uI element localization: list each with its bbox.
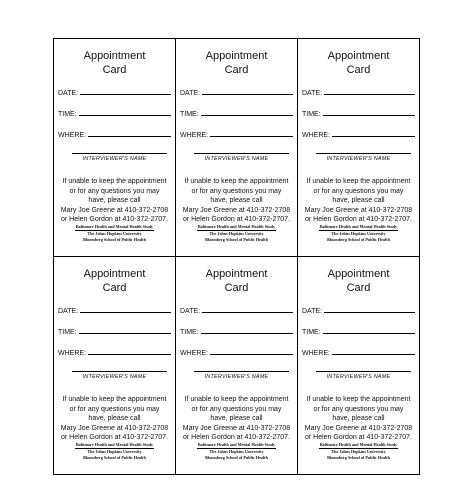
time-field[interactable] [180, 324, 293, 336]
note-line: If unable to keep the appointment [62, 178, 167, 185]
card-title [298, 49, 419, 77]
card-title-line1: Appointment [205, 268, 268, 280]
note-line: or for any questions you may [69, 405, 160, 413]
card-title-line1: Appointment [83, 268, 146, 280]
institution-footer [300, 442, 417, 461]
interviewer-line[interactable] [194, 153, 289, 154]
where-label: WHERE: [302, 132, 330, 139]
note-line: If unable to keep the appointment [306, 396, 411, 403]
card-title [54, 267, 175, 295]
note-line: or Helen Gordon at 410-372-2707. [60, 216, 169, 223]
card-title-line2: Card [346, 64, 371, 76]
interviewer-label: INTERVIEWER'S NAME [82, 156, 147, 162]
footer-university: The Johns Hopkins University [331, 231, 386, 236]
appointment-card-1 [54, 39, 176, 257]
time-line [79, 115, 171, 116]
where-label: WHERE: [58, 132, 86, 139]
date-field[interactable] [58, 303, 171, 315]
time-label: TIME: [302, 111, 321, 118]
time-label: TIME: [58, 111, 77, 118]
note-line: Mary Joe Greene at 410-372-2708 [304, 424, 413, 432]
note-line: If unable to keep the appointment [306, 178, 411, 185]
note-line: have, please call [332, 415, 385, 422]
contact-note [300, 177, 417, 225]
time-field[interactable] [58, 324, 171, 336]
where-field[interactable] [180, 127, 293, 139]
date-line [80, 94, 171, 95]
footer-study-name: Baltimore Health and Mental Health Study [197, 224, 276, 229]
where-line [332, 354, 415, 355]
date-field[interactable] [58, 85, 171, 97]
card-title [54, 49, 175, 77]
note-line: or for any questions you may [191, 405, 282, 413]
card-title-line2: Card [102, 282, 127, 294]
footer-school: Bloomberg School of Public Health [327, 455, 390, 460]
note-line: Mary Joe Greene at 410-372-2708 [60, 424, 169, 432]
time-field[interactable] [302, 106, 415, 118]
date-line [80, 312, 171, 313]
card-title [176, 49, 297, 77]
footer-study-name: Baltimore Health and Mental Health Study [319, 224, 398, 229]
card-title-line2: Card [346, 282, 371, 294]
footer-university: The Johns Hopkins University [209, 449, 264, 454]
where-field[interactable] [302, 345, 415, 357]
note-line: or for any questions you may [69, 187, 160, 195]
card-title-line1: Appointment [327, 50, 390, 62]
date-label: DATE: [58, 90, 79, 97]
appointment-card-sheet [53, 38, 420, 475]
footer-school: Bloomberg School of Public Health [327, 237, 390, 242]
interviewer-label: INTERVIEWER'S NAME [204, 156, 269, 162]
note-line: If unable to keep the appointment [62, 396, 167, 403]
where-line [210, 354, 293, 355]
interviewer-line[interactable] [316, 153, 411, 154]
time-line [79, 333, 171, 334]
date-field[interactable] [302, 85, 415, 97]
note-line: Mary Joe Greene at 410-372-2708 [304, 206, 413, 214]
note-line: Mary Joe Greene at 410-372-2708 [182, 206, 291, 214]
note-line: have, please call [210, 415, 263, 422]
interviewer-line[interactable] [316, 371, 411, 372]
date-label: DATE: [180, 90, 201, 97]
note-line: have, please call [210, 197, 263, 204]
appointment-card-5 [176, 257, 298, 474]
note-line: or Helen Gordon at 410-372-2707. [60, 434, 169, 441]
note-line: If unable to keep the appointment [184, 178, 289, 185]
interviewer-label: INTERVIEWER'S NAME [82, 374, 147, 380]
date-line [324, 94, 415, 95]
interviewer-label: INTERVIEWER'S NAME [204, 374, 269, 380]
where-line [332, 136, 415, 137]
appointment-card-6 [298, 257, 419, 474]
interviewer-line[interactable] [72, 371, 167, 372]
date-line [202, 94, 293, 95]
institution-footer [300, 224, 417, 243]
date-label: DATE: [302, 90, 323, 97]
note-line: If unable to keep the appointment [184, 396, 289, 403]
note-line: or for any questions you may [191, 187, 282, 195]
card-title-line2: Card [224, 64, 249, 76]
appointment-card-2 [176, 39, 298, 257]
footer-university: The Johns Hopkins University [331, 449, 386, 454]
interviewer-label: INTERVIEWER'S NAME [326, 374, 391, 380]
time-field[interactable] [302, 324, 415, 336]
note-line: have, please call [88, 415, 141, 422]
appointment-card-3 [298, 39, 419, 257]
interviewer-label: INTERVIEWER'S NAME [326, 156, 391, 162]
institution-footer [56, 224, 173, 243]
footer-school: Bloomberg School of Public Health [205, 237, 268, 242]
where-field[interactable] [58, 345, 171, 357]
card-title-line1: Appointment [327, 268, 390, 280]
where-label: WHERE: [58, 350, 86, 357]
contact-note [178, 177, 295, 225]
footer-school: Bloomberg School of Public Health [205, 455, 268, 460]
institution-footer [56, 442, 173, 461]
where-field[interactable] [180, 345, 293, 357]
where-line [88, 354, 171, 355]
appointment-card-4 [54, 257, 176, 474]
time-line [323, 115, 415, 116]
time-label: TIME: [302, 329, 321, 336]
contact-note [56, 395, 173, 443]
note-line: or Helen Gordon at 410-372-2707. [304, 434, 413, 441]
where-field[interactable] [302, 127, 415, 139]
footer-university: The Johns Hopkins University [87, 449, 142, 454]
footer-study-name: Baltimore Health and Mental Health Study [75, 442, 154, 447]
footer-school: Bloomberg School of Public Health [83, 455, 146, 460]
date-label: DATE: [302, 308, 323, 315]
institution-footer [178, 442, 295, 461]
where-label: WHERE: [180, 350, 208, 357]
where-line [88, 136, 171, 137]
contact-note [300, 395, 417, 443]
footer-study-name: Baltimore Health and Mental Health Study [319, 442, 398, 447]
date-line [202, 312, 293, 313]
card-title-line1: Appointment [83, 50, 146, 62]
footer-school: Bloomberg School of Public Health [83, 237, 146, 242]
footer-university: The Johns Hopkins University [87, 231, 142, 236]
institution-footer [178, 224, 295, 243]
where-label: WHERE: [180, 132, 208, 139]
footer-study-name: Baltimore Health and Mental Health Study [197, 442, 276, 447]
note-line: or Helen Gordon at 410-372-2707. [182, 216, 291, 223]
card-title-line2: Card [102, 64, 127, 76]
date-field[interactable] [180, 303, 293, 315]
time-line [201, 333, 293, 334]
date-label: DATE: [180, 308, 201, 315]
footer-university: The Johns Hopkins University [209, 231, 264, 236]
note-line: or for any questions you may [313, 405, 404, 413]
note-line: Mary Joe Greene at 410-372-2708 [182, 424, 291, 432]
interviewer-line[interactable] [194, 371, 289, 372]
time-line [323, 333, 415, 334]
date-line [324, 312, 415, 313]
note-line: Mary Joe Greene at 410-372-2708 [60, 206, 169, 214]
where-label: WHERE: [302, 350, 330, 357]
time-label: TIME: [180, 111, 199, 118]
date-field[interactable] [180, 85, 293, 97]
date-label: DATE: [58, 308, 79, 315]
where-field[interactable] [58, 127, 171, 139]
time-label: TIME: [58, 329, 77, 336]
note-line: have, please call [332, 197, 385, 204]
time-line [201, 115, 293, 116]
note-line: have, please call [88, 197, 141, 204]
where-line [210, 136, 293, 137]
footer-study-name: Baltimore Health and Mental Health Study [75, 224, 154, 229]
note-line: or for any questions you may [313, 187, 404, 195]
time-label: TIME: [180, 329, 199, 336]
interviewer-line[interactable] [72, 153, 167, 154]
card-title-line2: Card [224, 282, 249, 294]
note-line: or Helen Gordon at 410-372-2707. [304, 216, 413, 223]
card-title [176, 267, 297, 295]
contact-note [56, 177, 173, 225]
card-title [298, 267, 419, 295]
date-field[interactable] [302, 303, 415, 315]
contact-note [178, 395, 295, 443]
card-title-line1: Appointment [205, 50, 268, 62]
time-field[interactable] [58, 106, 171, 118]
time-field[interactable] [180, 106, 293, 118]
note-line: or Helen Gordon at 410-372-2707. [182, 434, 291, 441]
